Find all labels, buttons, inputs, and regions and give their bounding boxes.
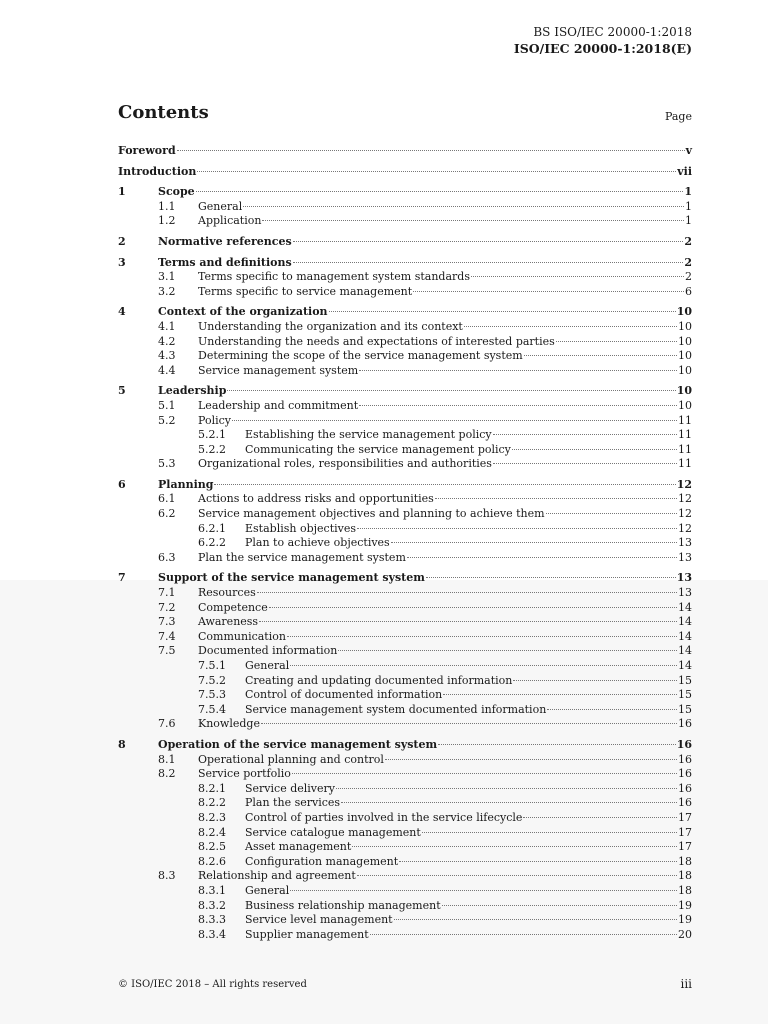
toc-entry-title: Operation of the service management system xyxy=(158,737,438,751)
toc-entry-title: General xyxy=(245,659,290,672)
dot-leader xyxy=(227,390,675,391)
toc-entry-title: Understanding the organization and its context xyxy=(198,319,463,333)
toc-entry-number: 7.2 xyxy=(158,600,176,614)
toc-entry-number: 7.1 xyxy=(158,586,176,600)
toc-entry-number: 7.5.2 xyxy=(198,673,226,687)
toc-entry-page: 13 xyxy=(676,571,692,585)
iso-standard-id: ISO/IEC 20000-1:2018(E) xyxy=(513,41,692,56)
toc-entry-number: 4.4 xyxy=(158,363,176,377)
toc-entry-page: 17 xyxy=(678,825,692,839)
toc-entry-page: 10 xyxy=(678,349,692,363)
toc-entry-page: 13 xyxy=(678,586,692,600)
toc-entry[interactable] xyxy=(118,688,692,703)
toc-entry-title: Competence xyxy=(198,600,268,614)
toc-entry[interactable] xyxy=(118,522,692,537)
dot-leader xyxy=(232,420,677,421)
toc-entry[interactable] xyxy=(118,913,692,928)
toc-entry-number: 5.2.2 xyxy=(198,442,226,456)
toc-entry[interactable] xyxy=(118,796,692,811)
toc-entry-number: 2 xyxy=(118,234,126,248)
toc-entry-title: Service management system documented information xyxy=(245,702,547,716)
toc-entry-page: 13 xyxy=(678,550,692,564)
toc-entry-page: 19 xyxy=(678,898,692,912)
toc-entry-number: 7.5.1 xyxy=(198,659,226,672)
toc-entry-number: 5.3 xyxy=(158,457,176,471)
toc-entry-page: 14 xyxy=(678,644,692,658)
page-number: iii xyxy=(680,977,692,991)
dot-leader xyxy=(464,326,677,327)
toc-entry-title: Understanding the needs and expectations of interested parties xyxy=(198,334,555,348)
toc-entry[interactable] xyxy=(118,305,692,320)
toc-entry-title: Actions to address risks and opportunities xyxy=(198,492,434,506)
dot-leader xyxy=(338,650,677,651)
toc-entry-page: 18 xyxy=(678,869,692,883)
toc-entry[interactable] xyxy=(118,414,692,429)
toc-entry-page: 2 xyxy=(685,270,692,284)
toc-entry-title: Control of parties involved in the service lifecycle xyxy=(245,810,523,824)
toc-entry-page: 10 xyxy=(678,334,692,348)
dot-leader xyxy=(426,577,676,578)
toc-entry-page: 10 xyxy=(678,319,692,333)
toc-entry-page: 16 xyxy=(678,752,692,766)
toc-entry[interactable] xyxy=(118,165,692,180)
toc-entry[interactable] xyxy=(118,840,692,855)
toc-entry[interactable] xyxy=(118,384,692,399)
toc-entry-title: Establishing the service management policy xyxy=(245,428,492,442)
toc-entry-page: 20 xyxy=(678,927,692,941)
toc-entry[interactable] xyxy=(118,884,692,899)
toc-entry-number: 4.2 xyxy=(158,334,176,348)
dot-leader xyxy=(523,817,677,818)
toc-entry[interactable] xyxy=(118,285,692,300)
toc-entry[interactable] xyxy=(118,270,692,285)
toc-entry-page: 18 xyxy=(678,883,692,897)
toc-entry-title: Relationship and agreement xyxy=(198,869,356,883)
toc-entry-title: Terms specific to service management xyxy=(198,284,413,298)
toc-entry-title: Service management objectives and planning to achieve them xyxy=(198,507,545,521)
toc-entry[interactable] xyxy=(118,364,692,379)
dot-leader xyxy=(359,405,677,406)
toc-entry-number: 6.1 xyxy=(158,492,176,506)
toc-entry-title: Plan the service management system xyxy=(198,550,406,564)
toc-entry-title: Context of the organization xyxy=(158,305,328,319)
toc-entry[interactable] xyxy=(118,399,692,414)
toc-entry-page: 1 xyxy=(685,214,692,228)
toc-entry-number: 8.1 xyxy=(158,752,176,766)
toc-entry-number: 1.2 xyxy=(158,214,176,228)
dot-leader xyxy=(177,150,685,151)
dot-leader xyxy=(292,773,677,774)
toc-entry-title: General xyxy=(198,199,243,213)
dot-leader xyxy=(513,680,677,681)
toc-entry-title: Service management system xyxy=(198,363,359,377)
toc-entry-number: 6.2 xyxy=(158,507,176,521)
toc-entry-number: 8.2 xyxy=(158,767,176,781)
toc-entry-number: 8.3.1 xyxy=(198,883,226,897)
toc-entry-number: 7.4 xyxy=(158,629,176,643)
toc-entry-page: 16 xyxy=(678,796,692,810)
toc-entry-title: Foreword xyxy=(118,144,176,157)
toc-entry-page: 18 xyxy=(678,854,692,868)
toc-entry-number: 8.3.4 xyxy=(198,927,226,941)
toc-entry-number: 3.1 xyxy=(158,270,176,284)
toc-entry-title: Service catalogue management xyxy=(245,825,421,839)
toc-entry-page: 10 xyxy=(676,384,692,398)
toc-entry-title: Resources xyxy=(198,586,256,600)
toc-entry[interactable] xyxy=(118,586,692,601)
dot-leader xyxy=(197,171,676,172)
toc-entry-title: Terms and definitions xyxy=(158,255,292,269)
toc-entry-page: 17 xyxy=(678,810,692,824)
toc-entry-page: 17 xyxy=(678,840,692,854)
toc-entry[interactable] xyxy=(118,703,692,718)
toc-entry[interactable] xyxy=(118,899,692,914)
toc-entry-page: 11 xyxy=(678,457,692,471)
toc-entry-number: 4.3 xyxy=(158,349,176,363)
toc-entry-title: Awareness xyxy=(198,615,259,629)
copyright-notice: © ISO/IEC 2018 – All rights reserved xyxy=(118,979,307,990)
dot-leader xyxy=(293,241,684,242)
toc-entry-title: Scope xyxy=(158,185,195,199)
dot-leader xyxy=(243,206,684,207)
toc-entry-page: 10 xyxy=(678,363,692,377)
page-column-label: Page xyxy=(664,110,692,123)
toc-entry[interactable] xyxy=(118,457,692,472)
toc-entry-page: 1 xyxy=(684,185,692,199)
toc-entry[interactable] xyxy=(118,428,692,443)
toc-entry-number: 5.1 xyxy=(158,398,176,412)
toc-entry-title: Creating and updating documented information xyxy=(245,673,513,687)
toc-entry[interactable] xyxy=(118,443,692,458)
dot-leader xyxy=(442,905,677,906)
toc-entry-title: Documented information xyxy=(198,644,338,658)
toc-entry[interactable] xyxy=(118,601,692,616)
toc-entry-title: Support of the service management system xyxy=(158,571,425,585)
toc-entry-number: 6.2.2 xyxy=(198,536,226,550)
toc-entry[interactable] xyxy=(118,200,692,215)
toc-entry-page: 14 xyxy=(678,629,692,643)
toc-entry-title: Normative references xyxy=(158,234,292,248)
toc-entry-number: 6 xyxy=(118,477,126,491)
dot-leader xyxy=(399,861,677,862)
toc-entry-title: Terms specific to management system standards xyxy=(198,270,470,284)
toc-entry-number: 7 xyxy=(118,571,126,585)
toc-entry-number: 8.3.3 xyxy=(198,913,226,927)
toc-entry-page: 12 xyxy=(678,507,692,521)
dot-leader xyxy=(443,694,677,695)
toc-entry-title: Plan the services xyxy=(245,796,341,810)
dot-leader xyxy=(471,276,684,277)
toc-entry-title: Business relationship management xyxy=(245,898,441,912)
bs-standard-id: BS ISO/IEC 20000-1:2018 xyxy=(533,25,692,39)
toc-entry[interactable] xyxy=(118,551,692,566)
toc-entry-page: 2 xyxy=(684,255,692,269)
toc-entry-title: Organizational roles, responsibilities and authorities xyxy=(198,457,492,471)
toc-entry-title: Service portfolio xyxy=(198,767,291,781)
toc-entry[interactable] xyxy=(118,855,692,870)
dot-leader xyxy=(407,557,677,558)
toc-entry-title: Introduction xyxy=(118,164,197,178)
toc-entry[interactable] xyxy=(118,571,692,586)
document-header xyxy=(514,24,692,58)
toc-entry[interactable] xyxy=(118,738,692,753)
toc-entry-title: Communicating the service management policy xyxy=(245,442,511,456)
toc-entry-number: 4.1 xyxy=(158,319,176,333)
toc-entry-title: Control of documented information xyxy=(245,688,443,702)
toc-entry-number: 8.3.2 xyxy=(198,898,226,912)
toc-entry-number: 8.2.4 xyxy=(198,825,226,839)
toc-entry[interactable] xyxy=(118,256,692,271)
dot-leader xyxy=(413,291,684,292)
toc-entry-page: 19 xyxy=(678,913,692,927)
toc-entry-page: v xyxy=(685,144,692,157)
toc-entry-number: 5.2.1 xyxy=(198,428,226,442)
dot-leader xyxy=(493,463,677,464)
dot-leader xyxy=(293,262,684,263)
toc-entry[interactable] xyxy=(118,869,692,884)
dot-leader xyxy=(394,919,677,920)
toc-entry-page: 6 xyxy=(685,284,692,298)
toc-entry-page: 15 xyxy=(678,702,692,716)
toc-entry-title: Operational planning and control xyxy=(198,752,384,766)
toc-entry-page: 12 xyxy=(678,521,692,535)
toc-entry[interactable] xyxy=(118,144,692,159)
toc-entry[interactable] xyxy=(118,507,692,522)
toc-entry-page: 16 xyxy=(678,767,692,781)
dot-leader xyxy=(287,636,677,637)
toc-entry-page: 15 xyxy=(678,688,692,702)
toc-entry-number: 8 xyxy=(118,737,126,751)
dot-leader xyxy=(214,484,675,485)
toc-entry[interactable] xyxy=(118,615,692,630)
toc-entry-page: 13 xyxy=(678,536,692,550)
toc-entry-title: Service delivery xyxy=(245,781,335,795)
toc-entry-page: 16 xyxy=(678,717,692,731)
dot-leader xyxy=(196,191,684,192)
dot-leader xyxy=(370,934,677,935)
toc-entry-number: 7.3 xyxy=(158,615,176,629)
dot-leader xyxy=(341,802,677,803)
toc-entry[interactable] xyxy=(118,659,692,674)
toc-entry[interactable] xyxy=(118,320,692,335)
toc-entry-title: Planning xyxy=(158,477,214,491)
dot-leader xyxy=(422,832,677,833)
dot-leader xyxy=(391,542,677,543)
page-title: Contents xyxy=(118,102,209,123)
toc-entry-title: Determining the scope of the service management system xyxy=(198,349,523,363)
toc-entry-title: Knowledge xyxy=(198,717,260,731)
toc-entry[interactable] xyxy=(118,674,692,689)
dot-leader xyxy=(352,846,677,847)
toc-entry-page: 16 xyxy=(676,737,692,751)
dot-leader xyxy=(435,498,677,499)
toc-entry-title: Establish objectives xyxy=(245,521,357,535)
toc-entry-page: 2 xyxy=(684,234,692,248)
toc-entry[interactable] xyxy=(118,235,692,250)
toc-entry-title: Leadership xyxy=(158,384,227,398)
toc-entry[interactable] xyxy=(118,478,692,493)
toc-entry[interactable] xyxy=(118,349,692,364)
toc-entry-page: 10 xyxy=(678,398,692,412)
toc-entry-page: 10 xyxy=(676,305,692,319)
dot-leader xyxy=(290,890,677,891)
toc-entry[interactable] xyxy=(118,492,692,507)
toc-entry[interactable] xyxy=(118,928,692,943)
toc-entry[interactable] xyxy=(118,767,692,782)
dot-leader xyxy=(262,220,684,221)
toc-entry-number: 4 xyxy=(118,305,126,319)
dot-leader xyxy=(290,665,677,666)
toc-entry-page: 14 xyxy=(678,600,692,614)
toc-entry-title: Configuration management xyxy=(245,854,399,868)
toc-entry[interactable] xyxy=(118,644,692,659)
toc-entry-number: 7.5.3 xyxy=(198,688,226,702)
toc-entry-page: vii xyxy=(677,164,692,178)
toc-entry[interactable] xyxy=(118,185,692,200)
toc-entry-number: 8.2.1 xyxy=(198,781,226,795)
toc-entry[interactable] xyxy=(118,782,692,797)
dot-leader xyxy=(512,449,677,450)
toc-entry-page: 11 xyxy=(678,413,692,427)
toc-entry[interactable] xyxy=(118,335,692,350)
toc-entry-number: 7.6 xyxy=(158,717,176,731)
toc-entry-title: Communication xyxy=(198,629,286,643)
toc-entry-number: 6.3 xyxy=(158,550,176,564)
table-of-contents xyxy=(118,144,692,942)
toc-entry-page: 1 xyxy=(685,199,692,213)
dot-leader xyxy=(269,607,677,608)
toc-entry-title: Asset management xyxy=(245,840,352,854)
toc-entry[interactable] xyxy=(118,214,692,229)
toc-entry[interactable] xyxy=(118,753,692,768)
toc-entry-number: 8.2.5 xyxy=(198,840,226,854)
toc-entry-number: 6.2.1 xyxy=(198,521,226,535)
toc-entry-title: Supplier management xyxy=(245,927,369,941)
toc-entry-title: Leadership and commitment xyxy=(198,398,359,412)
dot-leader xyxy=(385,759,677,760)
toc-entry-number: 3 xyxy=(118,255,126,269)
toc-entry[interactable] xyxy=(118,826,692,841)
toc-entry[interactable] xyxy=(118,811,692,826)
dot-leader xyxy=(546,513,677,514)
toc-entry-page: 14 xyxy=(678,659,692,672)
toc-entry-title: General xyxy=(245,883,290,897)
dot-leader xyxy=(257,592,677,593)
toc-entry-number: 1 xyxy=(118,185,126,199)
dot-leader xyxy=(357,528,677,529)
toc-entry-number: 3.2 xyxy=(158,284,176,298)
toc-entry-page: 11 xyxy=(678,442,692,456)
toc-entry-number: 7.5 xyxy=(158,644,176,658)
toc-entry[interactable] xyxy=(118,536,692,551)
dot-leader xyxy=(438,744,676,745)
toc-entry[interactable] xyxy=(118,630,692,645)
dot-leader xyxy=(556,341,677,342)
toc-entry-page: 12 xyxy=(678,492,692,506)
toc-entry-number: 5.2 xyxy=(158,413,176,427)
toc-entry-number: 1.1 xyxy=(158,199,176,213)
toc-entry-number: 7.5.4 xyxy=(198,702,226,716)
dot-leader xyxy=(329,311,676,312)
toc-entry-title: Service level management xyxy=(245,913,393,927)
toc-entry-title: Application xyxy=(198,214,262,228)
toc-entry-number: 8.2.6 xyxy=(198,854,226,868)
dot-leader xyxy=(547,709,677,710)
dot-leader xyxy=(259,621,677,622)
toc-entry-title: Plan to achieve objectives xyxy=(245,536,390,550)
dot-leader xyxy=(336,788,677,789)
toc-entry-page: 15 xyxy=(678,673,692,687)
toc-entry-number: 5 xyxy=(118,384,126,398)
dot-leader xyxy=(524,355,677,356)
dot-leader xyxy=(493,434,677,435)
toc-entry-number: 8.2.2 xyxy=(198,796,226,810)
dot-leader xyxy=(261,723,677,724)
toc-entry-number: 8.2.3 xyxy=(198,810,226,824)
toc-entry-page: 12 xyxy=(676,477,692,491)
toc-entry-number: 8.3 xyxy=(158,869,176,883)
toc-entry[interactable] xyxy=(118,717,692,732)
toc-entry-title: Policy xyxy=(198,413,231,427)
toc-entry-page: 16 xyxy=(678,781,692,795)
dot-leader xyxy=(359,370,677,371)
dot-leader xyxy=(357,875,677,876)
toc-entry-page: 14 xyxy=(678,615,692,629)
toc-entry-page: 11 xyxy=(678,428,692,442)
